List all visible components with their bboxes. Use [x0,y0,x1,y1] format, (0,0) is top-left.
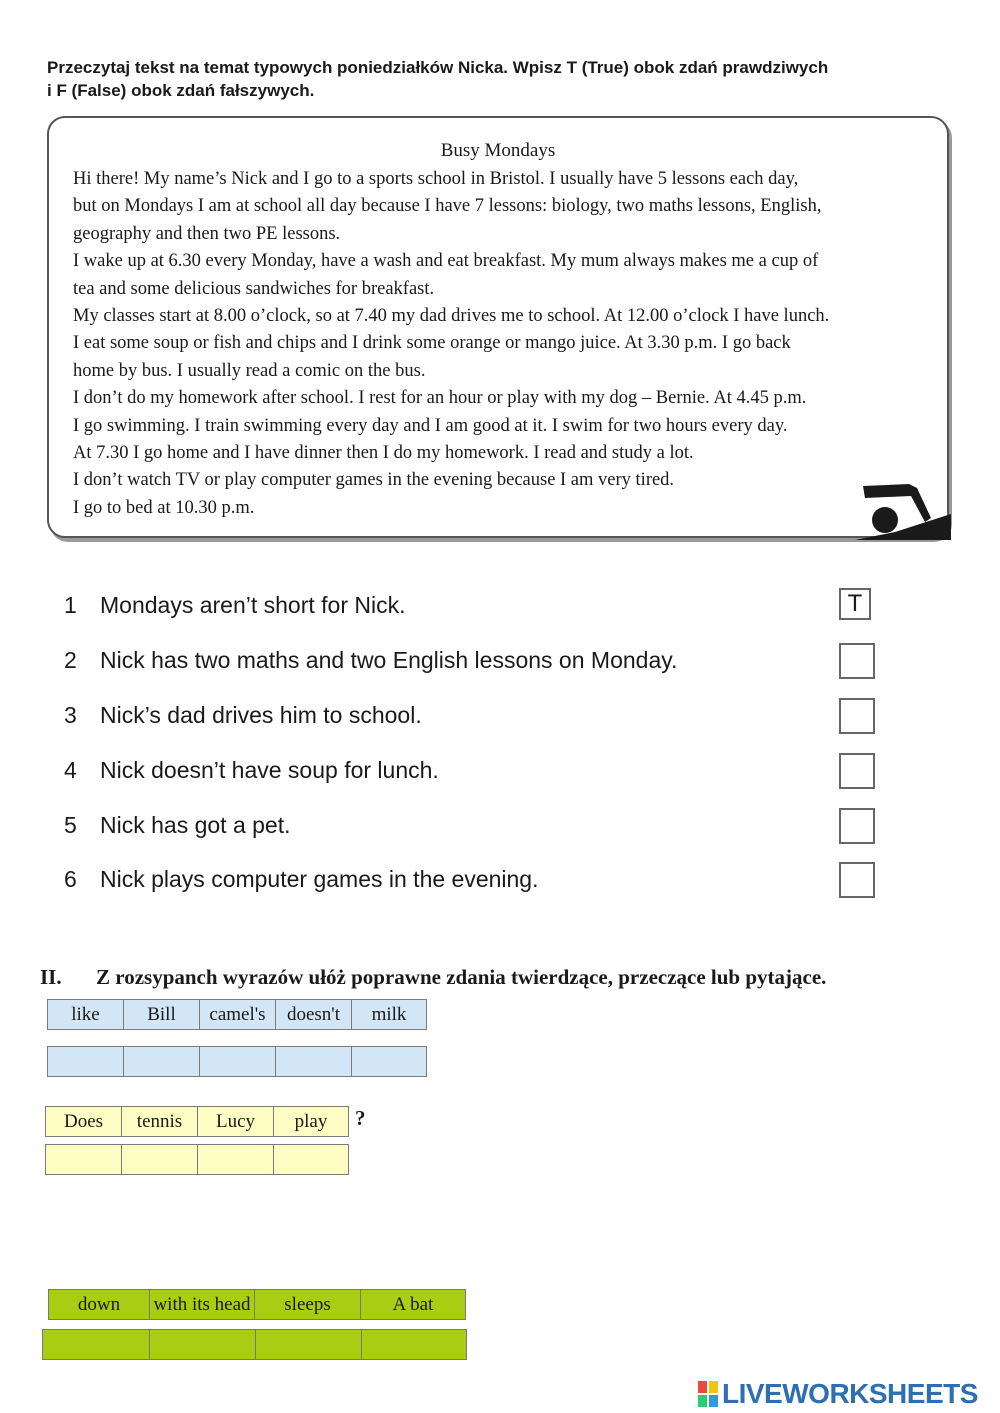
statement-number: 6 [64,866,77,892]
reading-line: I wake up at 6.30 every Monday, have a wash and eat breakfast. My mum always makes me a cup of [73,251,819,272]
instruction-line-2: i F (False) obok zdań fałszywych. [47,81,315,100]
reading-line: tea and some delicious sandwiches for breakfast. [73,278,435,299]
reading-line: At 7.30 I go home and I have dinner then I do my homework. I read and study a lot. [73,443,694,464]
statement-text: Nick doesn’t have soup for lunch. [100,757,439,783]
reading-line: but on Mondays I am at school all day because I have 7 lessons: biology, two maths lessons, English, [73,196,822,217]
statement-row [64,698,876,734]
statement-row [64,808,876,844]
answer-box[interactable] [839,753,875,789]
statement-number: 2 [64,647,77,673]
statement-text: Nick’s dad drives him to school. [100,702,422,728]
reading-line: geography and then two PE lessons. [73,223,341,244]
liveworksheets-logo [698,1378,978,1410]
word-bank-1 [47,999,426,1030]
answer-slot[interactable] [361,1329,467,1360]
statement-row [64,588,876,624]
answer-slot[interactable] [255,1329,362,1360]
answer-slot[interactable] [42,1329,150,1360]
word-tile[interactable]: play [273,1106,349,1137]
reading-line: I don’t do my homework after school. I rest for an hour or play with my dog – Bernie. At 4.45 p.m. [73,388,807,409]
statement-text: Nick plays computer games in the evening. [100,866,539,892]
answer-slot[interactable] [123,1046,200,1077]
answer-slot[interactable] [121,1144,198,1175]
answer-slot[interactable] [199,1046,276,1077]
reading-title: Busy Mondays [440,140,556,161]
answer-row-3 [42,1329,466,1360]
statement-row [64,643,876,679]
word-tile[interactable]: milk [351,999,427,1030]
word-tile[interactable]: down [48,1289,150,1320]
word-bank-3 [48,1289,465,1320]
statement-number: 3 [64,702,77,728]
word-tile[interactable]: camel's [199,999,276,1030]
answer-box[interactable] [839,808,875,844]
word-tile[interactable]: Lucy [197,1106,274,1137]
section-number: II. [40,965,62,989]
logo-text: LIVEWORKSHEETS [722,1378,978,1409]
instruction-line-1: Przeczytaj tekst na temat typowych poniedziałków Nicka. Wpisz T (True) obok zdań prawdziwych [47,58,829,77]
statement-text: Mondays aren’t short for Nick. [100,592,406,618]
section-2-heading [40,965,980,990]
statement-number: 4 [64,757,77,783]
answer-slot[interactable] [45,1144,122,1175]
reading-line: I go swimming. I train swimming every day and I am good at it. I swim for two hours every day. [73,415,788,436]
reading-line: I go to bed at 10.30 p.m. [73,497,255,518]
reading-text [73,166,923,522]
answer-box[interactable] [839,698,875,734]
answer-slot[interactable] [273,1144,349,1175]
question-mark: ? [355,1106,366,1130]
reading-line: My classes start at 8.00 o’clock, so at 7.40 my dad drives me to school. At 12.00 o’clock I have lunch. [73,306,830,327]
word-tile[interactable]: Does [45,1106,122,1137]
answer-slot[interactable] [149,1329,256,1360]
reading-line: Hi there! My name’s Nick and I go to a sports school in Bristol. I usually have 5 lessons each day, [73,169,799,189]
section-heading-text: Z rozsypanch wyrazów ułóż poprawne zdania twierdzące, przeczące lub pytające. [96,965,827,989]
word-tile[interactable]: A bat [360,1289,466,1320]
answer-slot[interactable] [197,1144,274,1175]
reading-line: I don’t watch TV or play computer games in the evening because I am very tired. [73,470,675,491]
statement-number: 1 [64,592,77,618]
swimmer-icon [855,480,951,540]
statement-text: Nick has got a pet. [100,812,291,838]
answer-slot[interactable] [351,1046,427,1077]
reading-line: home by bus. I usually read a comic on the bus. [73,360,426,381]
reading-box [47,116,949,538]
instruction [47,56,947,102]
answer-row-1 [47,1046,426,1077]
statement-row [64,753,876,789]
answer-row-2 [45,1144,348,1175]
answer-slot[interactable] [275,1046,352,1077]
word-tile[interactable]: with its head [149,1289,255,1320]
logo-mark-icon [698,1381,718,1407]
answer-slot[interactable] [47,1046,124,1077]
answer-box[interactable] [839,643,875,679]
word-tile[interactable]: doesn't [275,999,352,1030]
statement-number: 5 [64,812,77,838]
answer-box[interactable] [839,862,875,898]
statement-text: Nick has two maths and two English lessons on Monday. [100,647,678,673]
word-tile[interactable]: Bill [123,999,200,1030]
word-bank-2 [45,1106,348,1137]
word-tile[interactable]: like [47,999,124,1030]
answer-box[interactable]: T [839,588,871,620]
statement-row [64,862,876,898]
word-tile[interactable]: sleeps [254,1289,361,1320]
reading-line: I eat some soup or fish and chips and I drink some orange or mango juice. At 3.30 p.m. I go back [73,333,791,354]
word-tile[interactable]: tennis [121,1106,198,1137]
